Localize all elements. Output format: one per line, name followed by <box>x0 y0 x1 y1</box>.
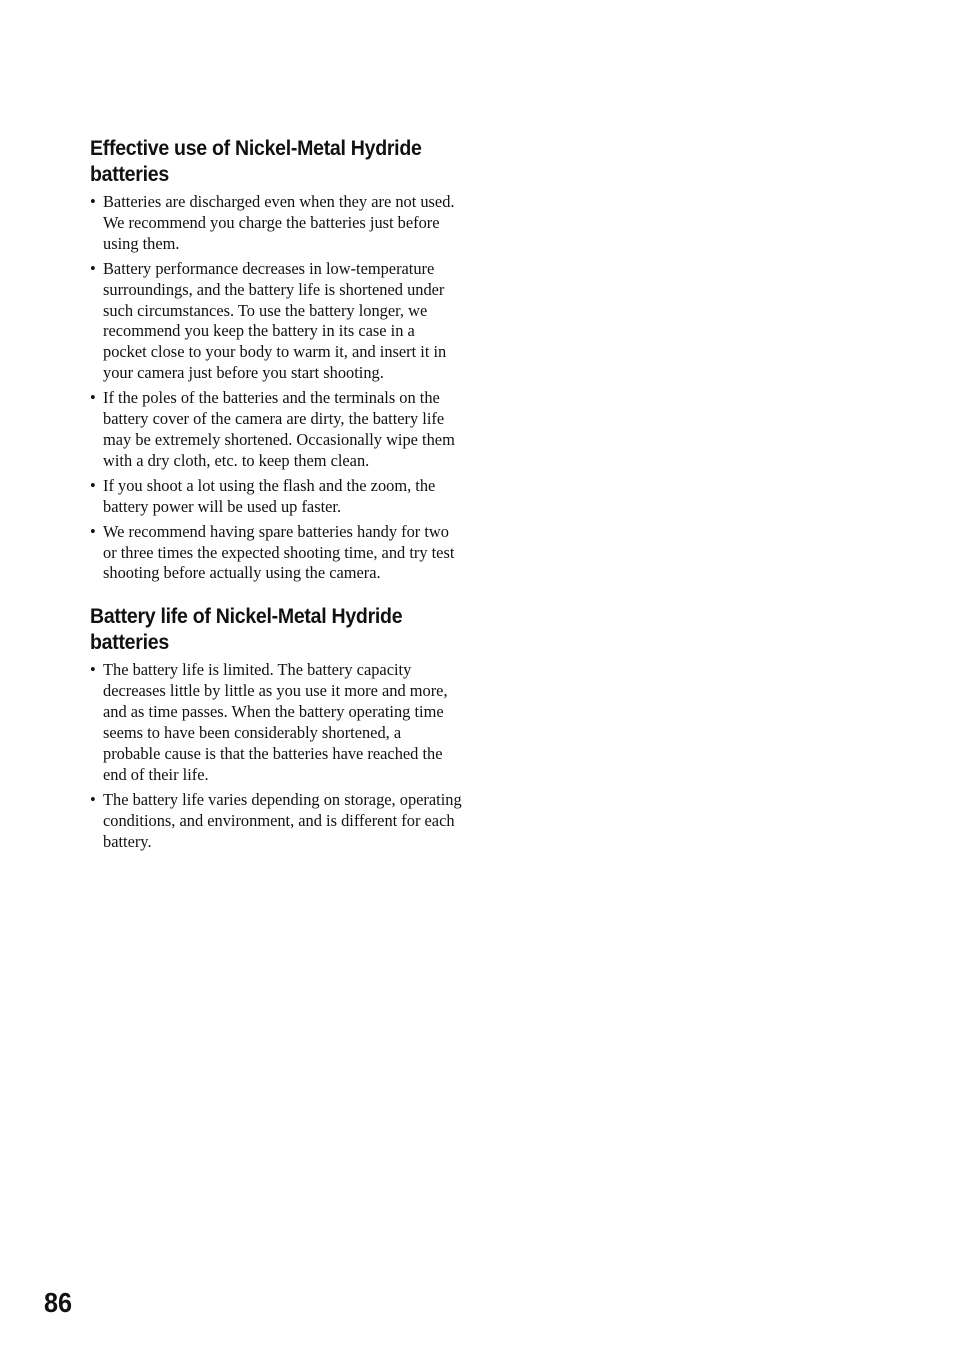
bullet-mark: • <box>90 388 96 408</box>
list-item <box>90 192 462 255</box>
list-item-text: The battery life varies depending on storage, operating conditions, and environment, and is different for each battery. <box>103 789 462 851</box>
section-heading-battery-life: Battery life of Nickel-Metal Hydride batteries <box>90 605 403 655</box>
bullet-mark: • <box>90 789 96 809</box>
bullet-mark: • <box>90 192 96 211</box>
list-item <box>90 660 462 785</box>
list-item <box>90 388 462 472</box>
list-item <box>90 259 462 384</box>
list-item-text: We recommend having spare batteries handy for two or three times the expected shooting time, and try test shooting before actually using the camera. <box>103 521 455 583</box>
list-item-text: Battery performance decreases in low-temperature surroundings, and the battery life is shortened under such circumstances. To use the battery longer, we recommend you keep the battery in its case in a pocket close to your body to warm it, and insert it in your camera just before you start shooting. <box>103 258 447 383</box>
page-number: 86 <box>44 1287 73 1318</box>
section-heading-effective-use: Effective use of Nickel-Metal Hydride batteries <box>90 137 422 186</box>
list-item <box>90 476 462 518</box>
list-item-text: If you shoot a lot using the flash and the zoom, the battery power will be used up faster. <box>103 475 436 516</box>
list-item-text: Batteries are discharged even when they are not used. We recommend you charge the batteries just before using them. <box>103 192 455 253</box>
list-item-text: If the poles of the batteries and the terminals on the battery cover of the camera are dirty, the battery life may be extremely shortened. Occasionally wipe them with a dry cloth, etc. to keep them clean. <box>103 388 455 470</box>
bullet-list-effective-use <box>90 192 462 584</box>
list-item <box>90 790 462 853</box>
bullet-mark: • <box>90 258 96 278</box>
list-item <box>90 522 462 585</box>
bullet-mark: • <box>90 475 96 495</box>
page-content <box>90 136 462 856</box>
list-item-text: The battery life is limited. The battery capacity decreases little by little as you use it more and more, and as time passes. When the battery operating time seems to have been considerably shortened, a probable cause is that the batteries have reached the end of their life. <box>103 660 448 784</box>
bullet-mark: • <box>90 660 96 680</box>
bullet-mark: • <box>90 521 96 541</box>
bullet-list-battery-life <box>90 660 462 852</box>
